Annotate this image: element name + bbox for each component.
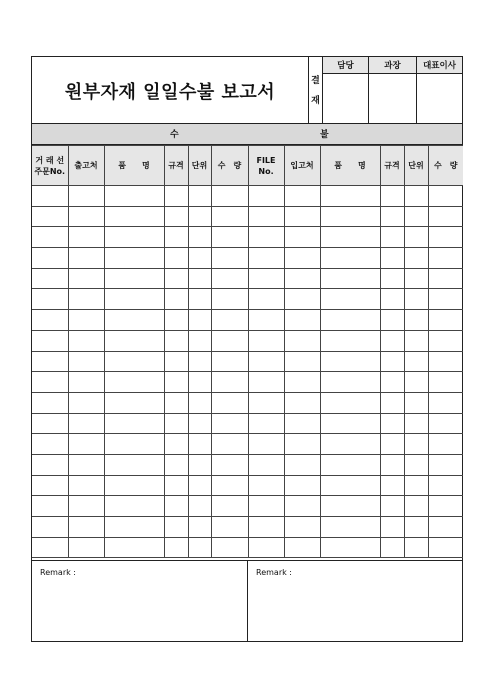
ledger-cell[interactable] <box>404 454 428 475</box>
ledger-cell[interactable] <box>320 227 380 248</box>
ledger-cell[interactable] <box>320 268 380 289</box>
ledger-cell[interactable] <box>211 454 248 475</box>
ledger-cell[interactable] <box>284 186 320 207</box>
ledger-cell[interactable] <box>404 413 428 434</box>
ledger-cell[interactable] <box>284 537 320 558</box>
ledger-cell[interactable] <box>164 227 188 248</box>
ledger-cell[interactable] <box>164 413 188 434</box>
ledger-cell[interactable] <box>68 248 104 269</box>
ledger-cell[interactable] <box>104 186 164 207</box>
ledger-cell[interactable] <box>32 268 68 289</box>
ledger-cell[interactable] <box>188 392 211 413</box>
ledger-cell[interactable] <box>32 372 68 393</box>
ledger-cell[interactable] <box>211 351 248 372</box>
ledger-cell[interactable] <box>188 517 211 538</box>
ledger-cell[interactable] <box>164 454 188 475</box>
ledger-cell[interactable] <box>284 351 320 372</box>
ledger-cell[interactable] <box>68 496 104 517</box>
ledger-cell[interactable] <box>164 475 188 496</box>
ledger-cell[interactable] <box>428 206 463 227</box>
ledger-cell[interactable] <box>104 537 164 558</box>
ledger-cell[interactable] <box>104 496 164 517</box>
ledger-cell[interactable] <box>428 289 463 310</box>
ledger-cell[interactable] <box>32 227 68 248</box>
ledger-cell[interactable] <box>380 248 404 269</box>
remark-left-label: Remark : <box>40 568 76 577</box>
ledger-cell[interactable] <box>68 289 104 310</box>
ledger-cell[interactable] <box>320 310 380 331</box>
report-header <box>32 57 462 124</box>
ledger-row <box>32 351 463 372</box>
ledger-cell[interactable] <box>380 537 404 558</box>
ledger-cell[interactable] <box>248 186 284 207</box>
ledger-row <box>32 206 463 227</box>
ledger-cell[interactable] <box>211 330 248 351</box>
ledger-cell[interactable] <box>284 330 320 351</box>
ledger-cell[interactable] <box>248 413 284 434</box>
ledger-cell[interactable] <box>248 517 284 538</box>
ledger-cell[interactable] <box>404 372 428 393</box>
ledger-cell[interactable] <box>164 206 188 227</box>
remark-right-label: Remark : <box>256 568 292 577</box>
ledger-row <box>32 310 463 331</box>
ledger-cell[interactable] <box>428 517 463 538</box>
ledger-cell[interactable] <box>164 289 188 310</box>
ledger-cell[interactable] <box>32 496 68 517</box>
ledger-cell[interactable] <box>380 496 404 517</box>
ledger-cell[interactable] <box>428 248 463 269</box>
ledger-cell[interactable] <box>32 517 68 538</box>
ledger-cell[interactable] <box>164 496 188 517</box>
ledger-cell[interactable] <box>248 392 284 413</box>
ledger-cell[interactable] <box>104 227 164 248</box>
ledger-cell[interactable] <box>284 496 320 517</box>
ledger-cell[interactable] <box>404 248 428 269</box>
ledger-cell[interactable] <box>164 434 188 455</box>
ledger-cell[interactable] <box>320 517 380 538</box>
ledger-cell[interactable] <box>428 475 463 496</box>
ledger-cell[interactable] <box>428 413 463 434</box>
ledger-cell[interactable] <box>248 289 284 310</box>
ledger-cell[interactable] <box>211 392 248 413</box>
ledger-cell[interactable] <box>68 413 104 434</box>
col-issue-dest: 출고처 <box>68 146 104 186</box>
approval-label-bottom: 재 <box>311 95 320 106</box>
ledger-cell[interactable] <box>188 330 211 351</box>
ledger-cell[interactable] <box>104 413 164 434</box>
ledger-cell[interactable] <box>248 310 284 331</box>
ledger-cell[interactable] <box>428 434 463 455</box>
ledger-cell[interactable] <box>428 227 463 248</box>
ledger-header-row <box>32 146 463 186</box>
col-spec-in: 규격 <box>380 146 404 186</box>
ledger-cell[interactable] <box>211 310 248 331</box>
col-receive-source: 입고처 <box>284 146 320 186</box>
ledger-cell[interactable] <box>284 206 320 227</box>
ledger-cell[interactable] <box>211 227 248 248</box>
ledger-cell[interactable] <box>164 186 188 207</box>
remark-right[interactable] <box>247 561 462 642</box>
ledger-cell[interactable] <box>188 186 211 207</box>
ledger-cell[interactable] <box>104 517 164 538</box>
ledger-cell[interactable] <box>188 268 211 289</box>
ledger-cell[interactable] <box>248 330 284 351</box>
ledger-row <box>32 268 463 289</box>
ledger-cell[interactable] <box>104 351 164 372</box>
ledger-cell[interactable] <box>32 413 68 434</box>
col-unit-out: 단위 <box>188 146 211 186</box>
ledger-cell[interactable] <box>248 434 284 455</box>
ledger-cell[interactable] <box>404 351 428 372</box>
ledger-cell[interactable] <box>188 351 211 372</box>
ledger-cell[interactable] <box>68 227 104 248</box>
ledger-cell[interactable] <box>32 454 68 475</box>
ledger-cell[interactable] <box>428 392 463 413</box>
ledger-cell[interactable] <box>404 475 428 496</box>
ledger-cell[interactable] <box>320 496 380 517</box>
ledger-cell[interactable] <box>320 206 380 227</box>
ledger-cell[interactable] <box>68 537 104 558</box>
ledger-cell[interactable] <box>188 434 211 455</box>
ledger-cell[interactable] <box>188 475 211 496</box>
sign-box-ceo[interactable] <box>416 57 462 124</box>
report-title: 원부자재 일일수불 보고서 <box>64 81 276 103</box>
ledger-cell[interactable] <box>284 248 320 269</box>
ledger-body <box>32 186 463 558</box>
ledger-cell[interactable] <box>211 206 248 227</box>
ledger-cell[interactable] <box>104 268 164 289</box>
ledger-row <box>32 330 463 351</box>
ledger-cell[interactable] <box>68 392 104 413</box>
ledger-cell[interactable] <box>211 268 248 289</box>
ledger-cell[interactable] <box>404 392 428 413</box>
ledger-cell[interactable] <box>380 392 404 413</box>
ledger-cell[interactable] <box>188 248 211 269</box>
ledger-cell[interactable] <box>32 351 68 372</box>
ledger-cell[interactable] <box>68 454 104 475</box>
ledger-cell[interactable] <box>32 248 68 269</box>
ledger-cell[interactable] <box>380 475 404 496</box>
col-unit-in: 단위 <box>404 146 428 186</box>
approval-label-top: 결 <box>311 75 320 86</box>
ledger-cell[interactable] <box>164 372 188 393</box>
ledger-row <box>32 372 463 393</box>
ledger-row <box>32 392 463 413</box>
ledger-cell[interactable] <box>211 248 248 269</box>
ledger-cell[interactable] <box>404 310 428 331</box>
ledger-cell[interactable] <box>188 227 211 248</box>
ledger-cell[interactable] <box>428 372 463 393</box>
ledger-cell[interactable] <box>404 289 428 310</box>
ledger-cell[interactable] <box>248 475 284 496</box>
ledger-row <box>32 517 463 538</box>
ledger-cell[interactable] <box>211 186 248 207</box>
ledger-cell[interactable] <box>320 372 380 393</box>
ledger-cell[interactable] <box>164 310 188 331</box>
col-qty-in: 수 량 <box>428 146 463 186</box>
ledger-cell[interactable] <box>284 227 320 248</box>
ledger-row <box>32 475 463 496</box>
ledger-cell[interactable] <box>320 434 380 455</box>
ledger-cell[interactable] <box>211 496 248 517</box>
ledger-cell[interactable] <box>164 351 188 372</box>
ledger-cell[interactable] <box>164 330 188 351</box>
ledger-cell[interactable] <box>284 310 320 331</box>
ledger-cell[interactable] <box>68 434 104 455</box>
ledger-cell[interactable] <box>284 372 320 393</box>
col-file-no: FILE No. <box>248 146 284 186</box>
ledger-cell[interactable] <box>248 537 284 558</box>
ledger-cell[interactable] <box>104 248 164 269</box>
ledger-cell[interactable] <box>104 330 164 351</box>
ledger-cell[interactable] <box>380 434 404 455</box>
remark-area <box>32 560 462 641</box>
ledger-cell[interactable] <box>32 392 68 413</box>
ledger-cell[interactable] <box>284 268 320 289</box>
ledger-cell[interactable] <box>32 434 68 455</box>
ledger-cell[interactable] <box>380 206 404 227</box>
ledger-cell[interactable] <box>164 537 188 558</box>
sign-box-manager[interactable] <box>368 57 416 124</box>
col-item-name-in: 품 명 <box>320 146 380 186</box>
col-spec-out: 규격 <box>164 146 188 186</box>
ledger-cell[interactable] <box>188 537 211 558</box>
col-order-no: 거 래 선 주문No. <box>32 146 68 186</box>
ledger-cell[interactable] <box>404 537 428 558</box>
ledger-cell[interactable] <box>248 227 284 248</box>
ledger-row <box>32 227 463 248</box>
col-item-name-out: 품 명 <box>104 146 164 186</box>
ledger-cell[interactable] <box>248 372 284 393</box>
ledger-cell[interactable] <box>164 392 188 413</box>
sign-label-staff: 담당 <box>323 57 368 74</box>
ledger-cell[interactable] <box>32 330 68 351</box>
section-header <box>32 124 462 145</box>
ledger-cell[interactable] <box>248 248 284 269</box>
ledger-cell[interactable] <box>284 434 320 455</box>
ledger-cell[interactable] <box>248 268 284 289</box>
ledger-cell[interactable] <box>284 413 320 434</box>
ledger-cell[interactable] <box>404 434 428 455</box>
ledger-cell[interactable] <box>248 351 284 372</box>
ledger-cell[interactable] <box>320 351 380 372</box>
ledger-cell[interactable] <box>188 454 211 475</box>
ledger-cell[interactable] <box>211 537 248 558</box>
ledger-cell[interactable] <box>380 227 404 248</box>
ledger-cell[interactable] <box>428 496 463 517</box>
ledger-cell[interactable] <box>68 517 104 538</box>
ledger-cell[interactable] <box>188 372 211 393</box>
ledger-cell[interactable] <box>380 186 404 207</box>
ledger-cell[interactable] <box>428 330 463 351</box>
ledger-cell[interactable] <box>404 186 428 207</box>
ledger-cell[interactable] <box>188 496 211 517</box>
ledger-cell[interactable] <box>188 289 211 310</box>
ledger-row <box>32 413 463 434</box>
ledger-row <box>32 434 463 455</box>
section-label-in: 수 <box>170 130 179 140</box>
ledger-cell[interactable] <box>68 206 104 227</box>
ledger-cell[interactable] <box>104 475 164 496</box>
ledger-row <box>32 496 463 517</box>
ledger-cell[interactable] <box>188 310 211 331</box>
ledger-cell[interactable] <box>248 496 284 517</box>
ledger-cell[interactable] <box>32 186 68 207</box>
ledger-cell[interactable] <box>428 268 463 289</box>
ledger-cell[interactable] <box>68 372 104 393</box>
ledger-cell[interactable] <box>320 186 380 207</box>
ledger-cell[interactable] <box>104 372 164 393</box>
ledger-cell[interactable] <box>211 475 248 496</box>
ledger-cell[interactable] <box>211 517 248 538</box>
ledger-cell[interactable] <box>32 310 68 331</box>
ledger-cell[interactable] <box>164 268 188 289</box>
ledger-cell[interactable] <box>104 392 164 413</box>
ledger-cell[interactable] <box>320 537 380 558</box>
ledger-cell[interactable] <box>104 206 164 227</box>
ledger-cell[interactable] <box>32 475 68 496</box>
ledger-cell[interactable] <box>104 289 164 310</box>
ledger-cell[interactable] <box>320 413 380 434</box>
ledger-cell[interactable] <box>320 330 380 351</box>
ledger-cell[interactable] <box>380 330 404 351</box>
ledger-cell[interactable] <box>320 392 380 413</box>
ledger-cell[interactable] <box>284 454 320 475</box>
ledger-cell[interactable] <box>68 310 104 331</box>
ledger-cell[interactable] <box>104 454 164 475</box>
ledger-table <box>32 145 463 558</box>
ledger-cell[interactable] <box>284 517 320 538</box>
ledger-cell[interactable] <box>428 310 463 331</box>
col-qty-out: 수 량 <box>211 146 248 186</box>
ledger-cell[interactable] <box>68 268 104 289</box>
ledger-cell[interactable] <box>68 351 104 372</box>
ledger-cell[interactable] <box>188 206 211 227</box>
ledger-cell[interactable] <box>428 537 463 558</box>
ledger-cell[interactable] <box>211 372 248 393</box>
sign-label-ceo: 대표이사 <box>417 57 462 74</box>
ledger-cell[interactable] <box>320 289 380 310</box>
ledger-cell[interactable] <box>32 206 68 227</box>
ledger-cell[interactable] <box>404 517 428 538</box>
ledger-cell[interactable] <box>320 248 380 269</box>
sign-box-staff[interactable] <box>322 57 368 124</box>
ledger-cell[interactable] <box>380 268 404 289</box>
ledger-cell[interactable] <box>380 310 404 331</box>
ledger-cell[interactable] <box>248 454 284 475</box>
ledger-cell[interactable] <box>404 206 428 227</box>
ledger-cell[interactable] <box>211 289 248 310</box>
ledger-cell[interactable] <box>104 310 164 331</box>
ledger-row <box>32 537 463 558</box>
ledger-cell[interactable] <box>68 186 104 207</box>
ledger-cell[interactable] <box>284 289 320 310</box>
ledger-cell[interactable] <box>284 475 320 496</box>
report-form <box>31 56 463 642</box>
approval-label <box>308 57 322 124</box>
section-label-out: 불 <box>320 130 329 140</box>
ledger-cell[interactable] <box>380 351 404 372</box>
ledger-cell[interactable] <box>164 517 188 538</box>
ledger-cell[interactable] <box>380 413 404 434</box>
sign-label-manager: 과장 <box>369 57 416 74</box>
ledger-cell[interactable] <box>380 289 404 310</box>
ledger-cell[interactable] <box>104 434 164 455</box>
ledger-cell[interactable] <box>32 289 68 310</box>
ledger-cell[interactable] <box>211 413 248 434</box>
ledger-cell[interactable] <box>404 268 428 289</box>
ledger-cell[interactable] <box>284 392 320 413</box>
ledger-cell[interactable] <box>68 475 104 496</box>
ledger-cell[interactable] <box>428 186 463 207</box>
ledger-cell[interactable] <box>248 206 284 227</box>
ledger-row <box>32 248 463 269</box>
ledger-cell[interactable] <box>320 454 380 475</box>
ledger-cell[interactable] <box>32 537 68 558</box>
ledger-cell[interactable] <box>428 351 463 372</box>
ledger-cell[interactable] <box>428 454 463 475</box>
ledger-cell[interactable] <box>188 413 211 434</box>
ledger-cell[interactable] <box>320 475 380 496</box>
ledger-row <box>32 186 463 207</box>
ledger-cell[interactable] <box>404 496 428 517</box>
ledger-cell[interactable] <box>404 330 428 351</box>
ledger-cell[interactable] <box>380 454 404 475</box>
remark-left[interactable] <box>32 561 247 642</box>
ledger-row <box>32 289 463 310</box>
ledger-cell[interactable] <box>68 330 104 351</box>
ledger-cell[interactable] <box>164 248 188 269</box>
ledger-cell[interactable] <box>380 372 404 393</box>
ledger-row <box>32 454 463 475</box>
ledger-cell[interactable] <box>380 517 404 538</box>
ledger-cell[interactable] <box>404 227 428 248</box>
ledger-cell[interactable] <box>211 434 248 455</box>
